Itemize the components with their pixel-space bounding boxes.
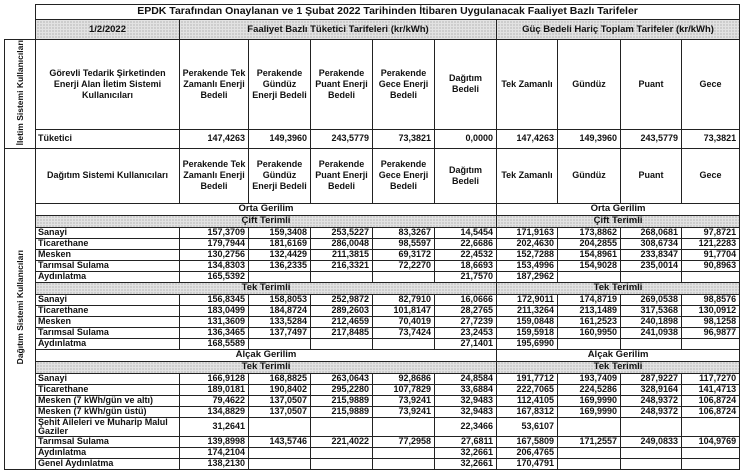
value-cell: 53,6107 [497, 417, 558, 436]
col-header-right-1: Tek Zamanlı [497, 40, 558, 130]
value-cell [373, 338, 435, 349]
value-cell: 101,8147 [373, 305, 435, 316]
value-cell: 171,2557 [558, 436, 621, 447]
col-header-right-4: Gece [682, 40, 740, 130]
value-cell [558, 271, 621, 282]
value-cell: 174,8719 [558, 294, 621, 305]
data-row [5, 227, 740, 238]
value-cell: 289,2603 [311, 305, 373, 316]
iletim-users-header: Görevli Tedarik Şirketinden Enerji Alan İletim Sistemi Kullanıcıları [36, 40, 180, 130]
value-cell: 27,7239 [435, 316, 497, 327]
value-cell: 183,0499 [180, 305, 249, 316]
col-header-right-1: Tek Zamanlı [497, 148, 558, 203]
value-cell: 24,8584 [435, 373, 497, 384]
row-label: Aydınlatma [36, 338, 180, 349]
data-row [5, 316, 740, 327]
page-title: EPDK Tarafından Onaylanan ve 1 Şubat 2022 Tarihinden İtibaren Uygulanacak Faaliyet Bazlı Tarifeler [36, 5, 740, 20]
corner-spacer [5, 5, 36, 40]
value-cell: 170,4791 [497, 458, 558, 469]
value-cell: 18,6693 [435, 260, 497, 271]
value-cell: 217,8485 [311, 327, 373, 338]
value-cell: 79,4622 [180, 395, 249, 406]
value-cell: 248,9372 [621, 395, 682, 406]
value-cell: 195,6990 [497, 338, 558, 349]
value-cell: 240,1898 [621, 316, 682, 327]
value-cell [682, 271, 740, 282]
value-cell: 141,4713 [682, 384, 740, 395]
value-cell [621, 458, 682, 469]
value-cell: 174,2104 [180, 447, 249, 458]
value-cell: 22,6686 [435, 238, 497, 249]
value-cell [373, 447, 435, 458]
value-cell [621, 271, 682, 282]
value-cell [621, 417, 682, 436]
value-cell [373, 458, 435, 469]
data-row [5, 447, 740, 458]
data-row [5, 238, 740, 249]
left-group-header: Faaliyet Bazlı Tüketici Tarifeleri (kr/kWh) [180, 20, 497, 40]
value-cell: 96,9877 [682, 327, 740, 338]
value-cell: 90,8963 [682, 260, 740, 271]
value-cell: 107,7829 [373, 384, 435, 395]
section-label: Alçak Gerilim [497, 349, 740, 361]
value-cell [558, 447, 621, 458]
value-cell: 16,0666 [435, 294, 497, 305]
value-cell: 31,2641 [180, 417, 249, 436]
col-header-right-4: Gece [682, 148, 740, 203]
value-cell: 161,2523 [558, 316, 621, 327]
side-label-iletim [5, 40, 36, 149]
value-cell: 233,8347 [621, 249, 682, 260]
section-row [5, 282, 740, 294]
value-cell: 159,3408 [249, 227, 311, 238]
section-row [5, 215, 740, 227]
value-cell: 268,0681 [621, 227, 682, 238]
value-cell: 165,5392 [180, 271, 249, 282]
value-cell: 72,2270 [373, 260, 435, 271]
value-cell: 137,0507 [249, 395, 311, 406]
section-label: Tek Terimli [36, 361, 497, 373]
value-cell: 22,3466 [435, 417, 497, 436]
value-cell: 189,0181 [180, 384, 249, 395]
value-cell: 32,9483 [435, 406, 497, 417]
col-header-left-5: Dağıtım Bedeli [435, 148, 497, 203]
value-cell: 159,0848 [497, 316, 558, 327]
value-cell: 317,5368 [621, 305, 682, 316]
value-cell: 158,8053 [249, 294, 311, 305]
value-cell [311, 271, 373, 282]
value-cell: 139,8998 [180, 436, 249, 447]
value-cell: 187,2962 [497, 271, 558, 282]
value-cell: 215,9889 [311, 395, 373, 406]
value-cell: 149,3960 [249, 129, 311, 148]
value-cell: 169,9990 [558, 406, 621, 417]
value-cell: 190,8402 [249, 384, 311, 395]
col-header-left-3: Perakende Puant Enerji Bedeli [311, 40, 373, 130]
side-label-dagitim-text: Dağıtım Sistemi Kullanıcıları [15, 250, 25, 365]
value-cell [249, 271, 311, 282]
value-cell: 33,6884 [435, 384, 497, 395]
value-cell: 137,7497 [249, 327, 311, 338]
data-row [5, 436, 740, 447]
value-cell: 154,8961 [558, 249, 621, 260]
value-cell [373, 417, 435, 436]
value-cell [249, 417, 311, 436]
value-cell [558, 338, 621, 349]
section-label: Orta Gerilim [497, 203, 740, 215]
value-cell: 328,9164 [621, 384, 682, 395]
right-group-header: Güç Bedeli Hariç Toplam Tarifeler (kr/kWh) [497, 20, 740, 40]
col-header-left-1: Perakende Tek Zamanlı Enerji Bedeli [180, 148, 249, 203]
value-cell [621, 447, 682, 458]
value-cell: 286,0048 [311, 238, 373, 249]
data-row [5, 260, 740, 271]
value-cell [682, 338, 740, 349]
value-cell: 112,4105 [497, 395, 558, 406]
value-cell: 136,2335 [249, 260, 311, 271]
row-label: Mesken (7 kWh/gün üstü) [36, 406, 180, 417]
value-cell: 152,7288 [497, 249, 558, 260]
value-cell: 106,8724 [682, 395, 740, 406]
row-label: Mesken (7 kWh/gün ve altı) [36, 395, 180, 406]
row-label: Sanayi [36, 294, 180, 305]
value-cell: 21,7570 [435, 271, 497, 282]
value-cell [311, 447, 373, 458]
value-cell: 0,0000 [435, 129, 497, 148]
section-label: Tek Terimli [497, 361, 740, 373]
value-cell: 27,6811 [435, 436, 497, 447]
value-cell: 224,5286 [558, 384, 621, 395]
value-cell: 134,8829 [180, 406, 249, 417]
tariff-table [4, 4, 740, 470]
value-cell [682, 447, 740, 458]
value-cell: 117,7270 [682, 373, 740, 384]
value-cell [373, 271, 435, 282]
data-row [5, 338, 740, 349]
title-row [5, 5, 740, 20]
value-cell: 143,5746 [249, 436, 311, 447]
dagitim-column-header-row [5, 148, 740, 203]
section-label: Çift Terimli [497, 215, 740, 227]
col-header-right-2: Gündüz [558, 148, 621, 203]
value-cell: 241,0938 [621, 327, 682, 338]
value-cell: 154,9028 [558, 260, 621, 271]
value-cell [249, 338, 311, 349]
value-cell [249, 447, 311, 458]
value-cell: 308,6734 [621, 238, 682, 249]
value-cell: 104,9769 [682, 436, 740, 447]
value-cell: 191,7712 [497, 373, 558, 384]
value-cell: 73,9241 [373, 395, 435, 406]
data-row [5, 417, 740, 436]
col-header-left-1: Perakende Tek Zamanlı Enerji Bedeli [180, 40, 249, 130]
row-label: Aydınlatma [36, 271, 180, 282]
data-row [5, 305, 740, 316]
value-cell: 98,5597 [373, 238, 435, 249]
value-cell: 69,3172 [373, 249, 435, 260]
col-header-left-3: Perakende Puant Enerji Bedeli [311, 148, 373, 203]
value-cell: 91,7704 [682, 249, 740, 260]
value-cell: 184,8724 [249, 305, 311, 316]
value-cell: 32,9483 [435, 395, 497, 406]
row-label: Ticarethane [36, 384, 180, 395]
value-cell: 249,0833 [621, 436, 682, 447]
value-cell: 248,9372 [621, 406, 682, 417]
data-row [5, 271, 740, 282]
value-cell: 130,0912 [682, 305, 740, 316]
value-cell: 173,8862 [558, 227, 621, 238]
value-cell [311, 417, 373, 436]
row-label: Mesken [36, 316, 180, 327]
side-label-iletim-text: İletim Sistemi Kullanıcıları [15, 40, 25, 146]
col-header-left-2: Perakende Gündüz Enerji Bedeli [249, 148, 311, 203]
value-cell: 171,9163 [497, 227, 558, 238]
value-cell [682, 458, 740, 469]
value-cell: 138,2130 [180, 458, 249, 469]
col-header-left-5: Dağıtım Bedeli [435, 40, 497, 130]
data-row [5, 373, 740, 384]
row-label: Şehit Aileleri ve Muharip Malul Gaziler [36, 417, 180, 436]
data-row [5, 395, 740, 406]
value-cell [682, 417, 740, 436]
value-cell [311, 338, 373, 349]
value-cell: 133,5284 [249, 316, 311, 327]
value-cell: 204,2855 [558, 238, 621, 249]
value-cell: 136,3465 [180, 327, 249, 338]
value-cell: 212,4659 [311, 316, 373, 327]
value-cell: 169,9990 [558, 395, 621, 406]
section-row [5, 203, 740, 215]
value-cell: 73,3821 [373, 129, 435, 148]
value-cell: 216,3321 [311, 260, 373, 271]
value-cell: 235,0014 [621, 260, 682, 271]
value-cell: 222,7065 [497, 384, 558, 395]
row-label: Sanayi [36, 227, 180, 238]
row-label: Tarımsal Sulama [36, 327, 180, 338]
row-label: Aydınlatma [36, 447, 180, 458]
value-cell: 157,3709 [180, 227, 249, 238]
section-label: Alçak Gerilim [36, 349, 497, 361]
value-cell: 149,3960 [558, 129, 621, 148]
row-label: Tüketici [36, 129, 180, 148]
value-cell: 97,8721 [682, 227, 740, 238]
data-row [5, 458, 740, 469]
value-cell: 166,9128 [180, 373, 249, 384]
col-header-right-3: Puant [621, 148, 682, 203]
col-header-right-3: Puant [621, 40, 682, 130]
value-cell: 134,8303 [180, 260, 249, 271]
value-cell: 147,4263 [497, 129, 558, 148]
value-cell: 160,9950 [558, 327, 621, 338]
value-cell [558, 458, 621, 469]
value-cell: 202,4630 [497, 238, 558, 249]
row-label: Tarımsal Sulama [36, 436, 180, 447]
iletim-column-header-row [5, 40, 740, 130]
value-cell: 179,7944 [180, 238, 249, 249]
value-cell: 168,8825 [249, 373, 311, 384]
value-cell: 77,2958 [373, 436, 435, 447]
value-cell: 130,2756 [180, 249, 249, 260]
value-cell: 131,3609 [180, 316, 249, 327]
col-header-left-2: Perakende Gündüz Enerji Bedeli [249, 40, 311, 130]
value-cell: 263,0643 [311, 373, 373, 384]
row-label: Sanayi [36, 373, 180, 384]
value-cell: 32,2661 [435, 458, 497, 469]
section-label: Orta Gerilim [36, 203, 497, 215]
value-cell: 73,7424 [373, 327, 435, 338]
value-cell: 211,3264 [497, 305, 558, 316]
data-row [5, 327, 740, 338]
col-header-left-4: Perakende Gece Enerji Bedeli [373, 40, 435, 130]
value-cell: 98,8576 [682, 294, 740, 305]
value-cell: 295,2280 [311, 384, 373, 395]
section-row [5, 361, 740, 373]
col-header-left-4: Perakende Gece Enerji Bedeli [373, 148, 435, 203]
value-cell: 159,5918 [497, 327, 558, 338]
value-cell: 73,9241 [373, 406, 435, 417]
value-cell: 106,8724 [682, 406, 740, 417]
data-row [5, 249, 740, 260]
value-cell: 70,4019 [373, 316, 435, 327]
value-cell: 147,4263 [180, 129, 249, 148]
section-label: Tek Terimli [36, 282, 497, 294]
value-cell: 92,8686 [373, 373, 435, 384]
data-row [5, 406, 740, 417]
value-cell: 172,9011 [497, 294, 558, 305]
value-cell: 211,3815 [311, 249, 373, 260]
value-cell: 32,2661 [435, 447, 497, 458]
date-cell: 1/2/2022 [36, 20, 180, 40]
row-label: Ticarethane [36, 238, 180, 249]
value-cell: 23,2453 [435, 327, 497, 338]
value-cell: 132,4429 [249, 249, 311, 260]
value-cell: 22,4532 [435, 249, 497, 260]
value-cell: 215,9889 [311, 406, 373, 417]
value-cell: 181,6169 [249, 238, 311, 249]
value-cell: 73,3821 [682, 129, 740, 148]
value-cell [621, 338, 682, 349]
value-cell: 167,8312 [497, 406, 558, 417]
value-cell: 121,2283 [682, 238, 740, 249]
section-label: Çift Terimli [36, 215, 497, 227]
value-cell: 83,3267 [373, 227, 435, 238]
value-cell: 252,9872 [311, 294, 373, 305]
dagitim-users-header: Dağıtım Sistemi Kullanıcıları [36, 148, 180, 203]
value-cell: 206,4765 [497, 447, 558, 458]
value-cell: 153,4996 [497, 260, 558, 271]
value-cell: 28,2765 [435, 305, 497, 316]
side-label-dagitim [5, 148, 36, 469]
row-label: Genel Aydınlatma [36, 458, 180, 469]
row-label: Ticarethane [36, 305, 180, 316]
col-header-right-2: Gündüz [558, 40, 621, 130]
group-header-row [5, 20, 740, 40]
value-cell: 168,5589 [180, 338, 249, 349]
section-row [5, 349, 740, 361]
value-cell: 269,0538 [621, 294, 682, 305]
value-cell: 27,1401 [435, 338, 497, 349]
value-cell: 287,9227 [621, 373, 682, 384]
value-cell: 193,7409 [558, 373, 621, 384]
value-cell: 82,7910 [373, 294, 435, 305]
value-cell: 213,1489 [558, 305, 621, 316]
value-cell: 14,5454 [435, 227, 497, 238]
value-cell: 137,0507 [249, 406, 311, 417]
value-cell [311, 458, 373, 469]
value-cell: 243,5779 [311, 129, 373, 148]
tuketici-row [5, 129, 740, 148]
value-cell: 167,5809 [497, 436, 558, 447]
value-cell [249, 458, 311, 469]
data-row [5, 294, 740, 305]
value-cell: 156,8345 [180, 294, 249, 305]
value-cell: 98,1258 [682, 316, 740, 327]
value-cell [558, 417, 621, 436]
value-cell: 243,5779 [621, 129, 682, 148]
value-cell: 221,4022 [311, 436, 373, 447]
row-label: Mesken [36, 249, 180, 260]
data-row [5, 384, 740, 395]
value-cell: 253,5227 [311, 227, 373, 238]
row-label: Tarımsal Sulama [36, 260, 180, 271]
section-label: Tek Terimli [497, 282, 740, 294]
